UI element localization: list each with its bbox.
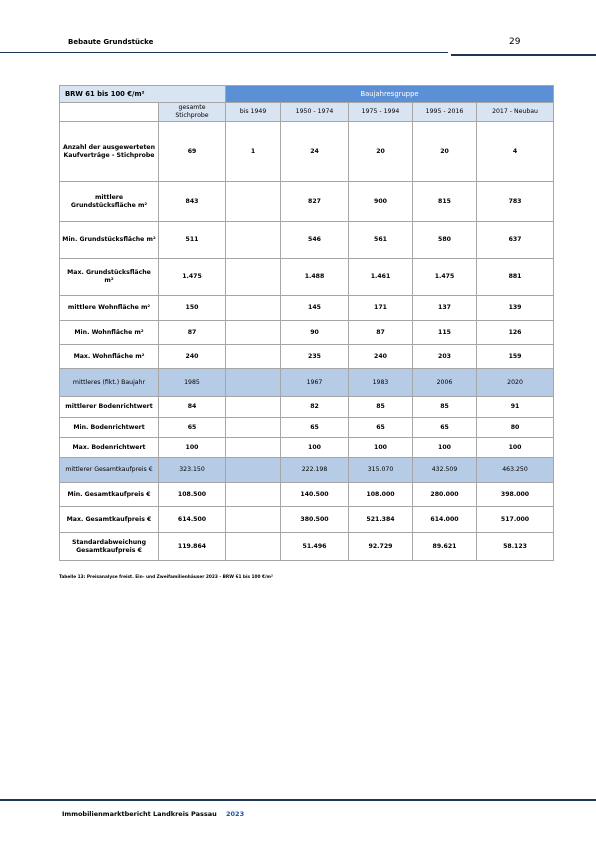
table-cell: 100 [281,438,349,458]
table-cell: 614.500 [159,507,226,533]
page-number: 29 [509,37,521,47]
table-cell [226,296,281,321]
table-cell: 65 [159,418,226,438]
row-label: mittlerer Gesamtkaufpreis € [60,458,159,483]
table-cell: 637 [477,222,554,259]
table-cell: 150 [159,296,226,321]
table-cell: 323.150 [159,458,226,483]
table-row [60,438,554,458]
table-cell: 580 [413,222,477,259]
table-cell: 1985 [159,369,226,397]
row-label: Max. Wohnfläche m² [60,345,159,369]
table-cell: 51.496 [281,533,349,561]
table-cell [226,321,281,345]
table-cell: 100 [349,438,413,458]
table-cell: 222.198 [281,458,349,483]
table-cell [226,259,281,296]
table-cell: 92.729 [349,533,413,561]
table-cell: 1.475 [413,259,477,296]
table-cell: 100 [477,438,554,458]
table-cell: 20 [413,122,477,182]
row-label: Anzahl der ausgewerteten Kaufverträge - Stichprobe [60,122,159,182]
table-cell: 87 [349,321,413,345]
column-header: 1950 - 1974 [281,103,349,122]
row-label: Max. Grundstücksfläche m² [60,259,159,296]
table-cell: 463.250 [477,458,554,483]
table-cell: 1.488 [281,259,349,296]
table-cell: 100 [159,438,226,458]
table-title: BRW 61 bis 100 €/m² [60,86,159,103]
header-rule [0,52,448,53]
table-cell [226,483,281,507]
table-row [60,222,554,259]
table-cell: 69 [159,122,226,182]
table-row [60,122,554,182]
table-cell: 140.500 [281,483,349,507]
table-cell: 2020 [477,369,554,397]
table-title-row [60,86,554,103]
table-cell: 171 [349,296,413,321]
table-cell: 58.123 [477,533,554,561]
construction-year-group-header: Baujahresgruppe [226,86,554,103]
table-cell [226,438,281,458]
table-row [60,259,554,296]
table-cell [226,222,281,259]
table-cell: 783 [477,182,554,222]
table-row [60,369,554,397]
table-cell: 614.000 [413,507,477,533]
table-cell [226,397,281,418]
table-cell: 137 [413,296,477,321]
table-cell: 119.864 [159,533,226,561]
table-caption: Tabelle 13: Preisanalyse freist. Ein- und Zweifamilienhäuser 2023 - BRW 61 bis 100 €/m² [59,575,273,580]
row-label: Max. Bodenrichtwert [60,438,159,458]
table-row [60,182,554,222]
table-cell: 380.500 [281,507,349,533]
column-header: 2017 - Neubau [477,103,554,122]
table-cell: 315.070 [349,458,413,483]
row-label: Standardabweichung Gesamtkaufpreis € [60,533,159,561]
table-cell: 20 [349,122,413,182]
table-row [60,483,554,507]
table-row [60,533,554,561]
column-header: 1975 - 1994 [349,103,413,122]
table-row [60,458,554,483]
row-label: Min. Gesamtkaufpreis € [60,483,159,507]
table-cell: 517.000 [477,507,554,533]
table-cell [226,418,281,438]
table-cell: 815 [413,182,477,222]
table-cell: 4 [477,122,554,182]
row-label: mittlerer Bodenrichtwert [60,397,159,418]
table-row [60,418,554,438]
row-label: Min. Wohnfläche m² [60,321,159,345]
column-header: bis 1949 [226,103,281,122]
table-cell: 280.000 [413,483,477,507]
table-cell: 82 [281,397,349,418]
table-cell: 900 [349,182,413,222]
table-cell: 87 [159,321,226,345]
table-cell: 65 [349,418,413,438]
footer-report-title: Immobilienmarktbericht Landkreis Passau [62,810,217,818]
table-row [60,345,554,369]
table-cell: 65 [413,418,477,438]
table-cell: 126 [477,321,554,345]
table-row [60,296,554,321]
column-header: 1995 - 2016 [413,103,477,122]
table-cell: 521.384 [349,507,413,533]
table-cell: 1.475 [159,259,226,296]
table-body [60,122,554,561]
footer-rule [0,799,596,801]
table-cell: 159 [477,345,554,369]
table-cell: 24 [281,122,349,182]
table-cell: 203 [413,345,477,369]
table-cell: 100 [413,438,477,458]
table-cell: 1983 [349,369,413,397]
table-cell: 546 [281,222,349,259]
header-rule-accent [451,54,596,56]
table-cell [226,533,281,561]
table-cell: 843 [159,182,226,222]
table-cell: 511 [159,222,226,259]
table-cell: 145 [281,296,349,321]
table-cell: 91 [477,397,554,418]
corner-cell [60,103,159,122]
table-cell: 139 [477,296,554,321]
column-header: gesamte Stichprobe [159,103,226,122]
table-cell: 235 [281,345,349,369]
table-cell: 881 [477,259,554,296]
table-cell [226,507,281,533]
row-label: Min. Grundstücksfläche m² [60,222,159,259]
table-cell: 827 [281,182,349,222]
table-cell: 89.621 [413,533,477,561]
row-label: Min. Bodenrichtwert [60,418,159,438]
row-label: mittlere Wohnfläche m² [60,296,159,321]
table-cell: 108.500 [159,483,226,507]
table-cell: 115 [413,321,477,345]
row-label: Max. Gesamtkaufpreis € [60,507,159,533]
header-title: Bebaute Grundstücke [68,38,154,46]
table-cell [226,369,281,397]
row-label: mittlere Grundstücksfläche m² [60,182,159,222]
table-cell: 1.461 [349,259,413,296]
column-header-row [60,103,554,122]
table-cell: 84 [159,397,226,418]
table-title-spacer [159,86,226,103]
footer-year: 2023 [226,810,245,818]
table-cell: 85 [413,397,477,418]
table-cell: 398.000 [477,483,554,507]
price-analysis-table [59,85,554,561]
table-row [60,507,554,533]
table-cell [226,182,281,222]
table-cell: 108.000 [349,483,413,507]
table-cell: 80 [477,418,554,438]
table-cell: 65 [281,418,349,438]
table-cell: 1967 [281,369,349,397]
table-cell: 240 [159,345,226,369]
table-row [60,397,554,418]
table-cell [226,458,281,483]
table-cell: 2006 [413,369,477,397]
table-row [60,321,554,345]
table-cell: 432.509 [413,458,477,483]
table-cell: 85 [349,397,413,418]
table-cell: 561 [349,222,413,259]
table-cell: 1 [226,122,281,182]
table-cell: 240 [349,345,413,369]
table-cell [226,345,281,369]
row-label: mittleres (fikt.) Baujahr [60,369,159,397]
table-cell: 90 [281,321,349,345]
